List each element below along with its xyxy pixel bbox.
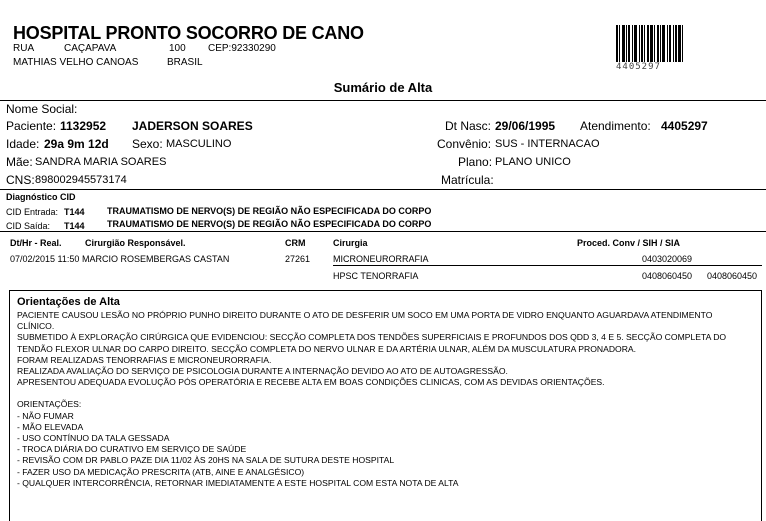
- patient-label: Paciente:: [6, 119, 57, 133]
- discharge-line: PACIENTE CAUSOU LESÃO NO PRÓPRIO PUNHO DIREITO DURANTE O ATO DE DESFERIR UM SOCO EM UMA PORTA DE VIDRO ENQUANTO AGUARDAVA ATENDIMENTO: [17, 310, 713, 320]
- orientation-item: - FAZER USO DA MEDICAÇÃO PRESCRITA (ATB, AINE E ANALGÉSICO): [17, 466, 305, 477]
- agreement-label: Convênio:: [437, 137, 492, 151]
- registration-label: Matrícula:: [441, 173, 494, 187]
- orientations-heading: ORIENTAÇÕES:: [17, 399, 82, 410]
- orientation-item: - QUALQUER INTERCORRÊNCIA, RETORNAR IMEDIATAMENTE A ESTE HOSPITAL COM ESTA NOTA DE ALTA: [17, 477, 459, 488]
- country: BRASIL: [167, 57, 203, 68]
- patient-name: JADERSON SOARES: [132, 119, 253, 133]
- row-proc-conv: 0403020069: [642, 254, 693, 264]
- discharge-line: SUBMETIDO À EXPLORAÇÃO CIRÚRGICA QUE EVIDENCIOU: SECÇÃO COMPLETA DOS TENDÕES SUPERFICIAIS E PROFUNDOS DOS QDD 3, 4 E 5. SECÇÃO COMPLETA DO: [17, 332, 727, 343]
- cid-entry-desc: TRAUMATISMO DE NERVO(S) DE REGIÃO NÃO ESPECIFICADA DO CORPO: [107, 206, 432, 216]
- divider: [0, 189, 766, 190]
- orientation-item: - USO CONTÍNUO DA TALA GESSADA: [17, 433, 170, 444]
- col-crm-header: CRM: [285, 238, 306, 248]
- birth-label: Dt Nasc:: [445, 119, 492, 133]
- street-number: 100: [169, 43, 186, 54]
- barcode-number: 4405297: [616, 62, 661, 72]
- discharge-line: TENDÃO FLEXOR ULNAR DO CARPO DIREITO. SECÇÃO COMPLETA DO NERVO ULNAR E DA ARTÉRIA ULNAR, ALÉM DA MUSCULATURA PRONADORA.: [17, 343, 637, 354]
- row-proc-sih: 0408060450: [707, 271, 758, 281]
- attendance-number: 4405297: [661, 119, 708, 133]
- discharge-line: FORAM REALIZADAS TENORRAFIAS E MICRONEURORRAFIA.: [17, 354, 272, 365]
- orientation-item: - NÃO FUMAR: [17, 410, 74, 421]
- cid-exit-label: CID Saída:: [6, 221, 51, 231]
- row-surgery: MICRONEURORRAFIA: [333, 254, 429, 264]
- col-surgeon-header: Cirurgião Responsável.: [85, 238, 186, 248]
- orientation-item: - TROCA DIÁRIA DO CURATIVO EM SERVIÇO DE SAÚDE: [17, 444, 247, 455]
- street-type: RUA: [13, 43, 35, 54]
- row-datetime: 07/02/2015 11:50: [10, 254, 80, 264]
- document-title: Sumário de Alta: [333, 80, 433, 95]
- birth-date: 29/06/1995: [495, 119, 556, 133]
- plan-value: PLANO UNICO: [495, 156, 571, 168]
- cid-exit-code: T144: [64, 221, 85, 231]
- sex-label: Sexo:: [132, 137, 163, 151]
- cns-value: 898002945573174: [35, 174, 127, 186]
- orientation-item: - MÃO ELEVADA: [17, 421, 84, 432]
- row-crm: 27261: [285, 254, 311, 264]
- row-proc-conv: 0408060450: [642, 271, 693, 281]
- divider: [333, 265, 762, 266]
- discharge-line: APRESENTOU ADEQUADA EVOLUÇÃO PÓS OPERATÓRIA E RECEBE ALTA EM BOAS CONDIÇÕES CLINICAS, COM AS DEVIDAS ORIENTAÇÕES.: [17, 377, 605, 388]
- age-label: Idade:: [6, 137, 40, 151]
- col-datetime-header: Dt/Hr - Real.: [10, 238, 62, 248]
- divider: [0, 100, 766, 101]
- cid-exit-desc: TRAUMATISMO DE NERVO(S) DE REGIÃO NÃO ESPECIFICADA DO CORPO: [107, 219, 432, 229]
- discharge-line: CLÍNICO.: [17, 321, 55, 332]
- plan-label: Plano:: [458, 155, 493, 169]
- col-surgery-header: Cirurgia: [333, 238, 368, 248]
- agreement-value: SUS - INTERNACAO: [495, 138, 600, 150]
- discharge-heading: Orientações de Alta: [17, 296, 120, 308]
- district-city: MATHIAS VELHO CANOAS: [13, 57, 139, 68]
- sex-value: MASCULINO: [166, 138, 232, 150]
- age-value: 29a 9m 12d: [44, 137, 109, 151]
- cid-entry-label: CID Entrada:: [6, 207, 59, 217]
- row-surgery: HPSC TENORRAFIA: [333, 271, 419, 281]
- cep: CEP:92330290: [208, 43, 276, 54]
- barcode: [616, 25, 692, 62]
- patient-id: 1132952: [60, 119, 107, 133]
- diagnosis-heading: Diagnóstico CID: [6, 192, 76, 202]
- discharge-orientations: [9, 290, 762, 521]
- row-surgeon: MARCIO ROSEMBERGAS CASTAN: [82, 254, 230, 264]
- mother-value: SANDRA MARIA SOARES: [35, 156, 167, 168]
- col-proc-header: Proced. Conv / SIH / SIA: [577, 238, 681, 248]
- discharge-line: REALIZADA AVALIAÇÃO DO SERVIÇO DE PSICOLOGIA DURANTE A INTERNAÇÃO DEVIDO AO ATO DE AUTOAGRESSÃO.: [17, 366, 508, 377]
- social-name-label: Nome Social:: [6, 102, 78, 116]
- street-name: CAÇAPAVA: [64, 43, 117, 54]
- hospital-name: HOSPITAL PRONTO SOCORRO DE CANO: [13, 23, 364, 43]
- orientation-item: - REVISÃO COM DR PABLO PAZE DIA 11/02 ÀS 20HS NA SALA DE SUTURA DESTE HOSPITAL: [17, 455, 395, 466]
- cid-entry-code: T144: [64, 207, 85, 217]
- divider: [0, 231, 766, 232]
- mother-label: Mãe:: [6, 155, 33, 169]
- cns-label: CNS:: [6, 173, 35, 187]
- attendance-label: Atendimento:: [580, 119, 651, 133]
